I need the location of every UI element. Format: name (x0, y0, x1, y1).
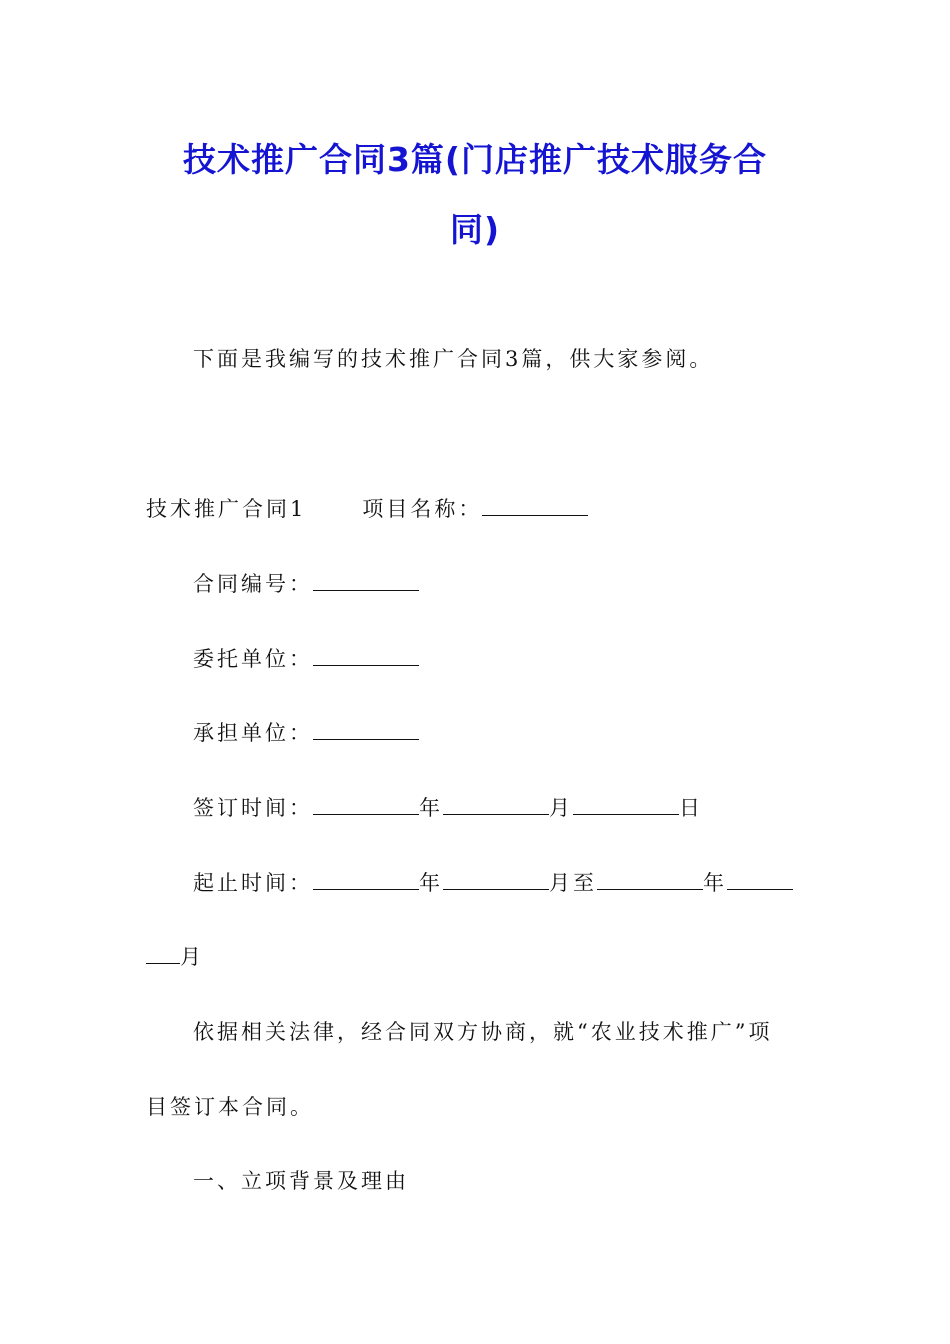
section-1-heading: 一、立项背景及理由 (193, 1169, 409, 1193)
paragraph-1-line-1: 依据相关法律，经合同双方协商，就“农业技术推广”项 (193, 1020, 773, 1044)
project-name-row (146, 495, 588, 523)
intro-paragraph: 下面是我编写的技术推广合同3篇，供大家参阅。 (193, 347, 714, 371)
contract-no-label: 合同编号： (193, 572, 313, 596)
period-start-month-blank (443, 869, 549, 890)
entrusting-unit-row (193, 645, 419, 673)
project-name-blank (482, 495, 588, 516)
undertaking-unit-label: 承担单位： (193, 721, 313, 745)
signing-day-unit: 日 (679, 796, 703, 820)
signing-month-unit: 月 (549, 796, 573, 820)
contract-no-row (193, 570, 419, 598)
period-end-year-blank (597, 869, 703, 890)
period-to: 至 (573, 871, 597, 895)
paragraph-1-line-2: 目签订本合同。 (146, 1095, 314, 1119)
signing-month-blank (443, 794, 549, 815)
signing-year-unit: 年 (419, 796, 443, 820)
period-start-year-unit: 年 (419, 871, 443, 895)
entrusting-unit-blank (313, 645, 419, 666)
undertaking-unit-blank (313, 719, 419, 740)
period-start-month-unit: 月 (549, 871, 573, 895)
project-name-label: 项目名称： (362, 497, 483, 521)
period-row-continued (146, 943, 204, 971)
period-end-month-blank-part1 (727, 869, 793, 890)
undertaking-unit-row (193, 719, 419, 747)
signing-year-blank (313, 794, 419, 815)
period-end-year-unit: 年 (703, 871, 727, 895)
period-start-year-blank (313, 869, 419, 890)
document-title-line-1: 技术推广合同3篇(门店推广技术服务合 (182, 140, 768, 179)
period-row (193, 869, 793, 897)
period-label: 起止时间： (193, 871, 313, 895)
period-end-month-blank-part2 (146, 943, 180, 964)
signing-day-blank (573, 794, 679, 815)
period-end-month-unit: 月 (180, 945, 204, 969)
contract-no-blank (313, 570, 419, 591)
signing-time-row (193, 794, 703, 822)
contract-heading: 技术推广合同1 (146, 497, 307, 521)
signing-time-label: 签订时间： (193, 796, 313, 820)
document-title-line-2: 同) (449, 210, 501, 249)
entrusting-unit-label: 委托单位： (193, 647, 313, 671)
